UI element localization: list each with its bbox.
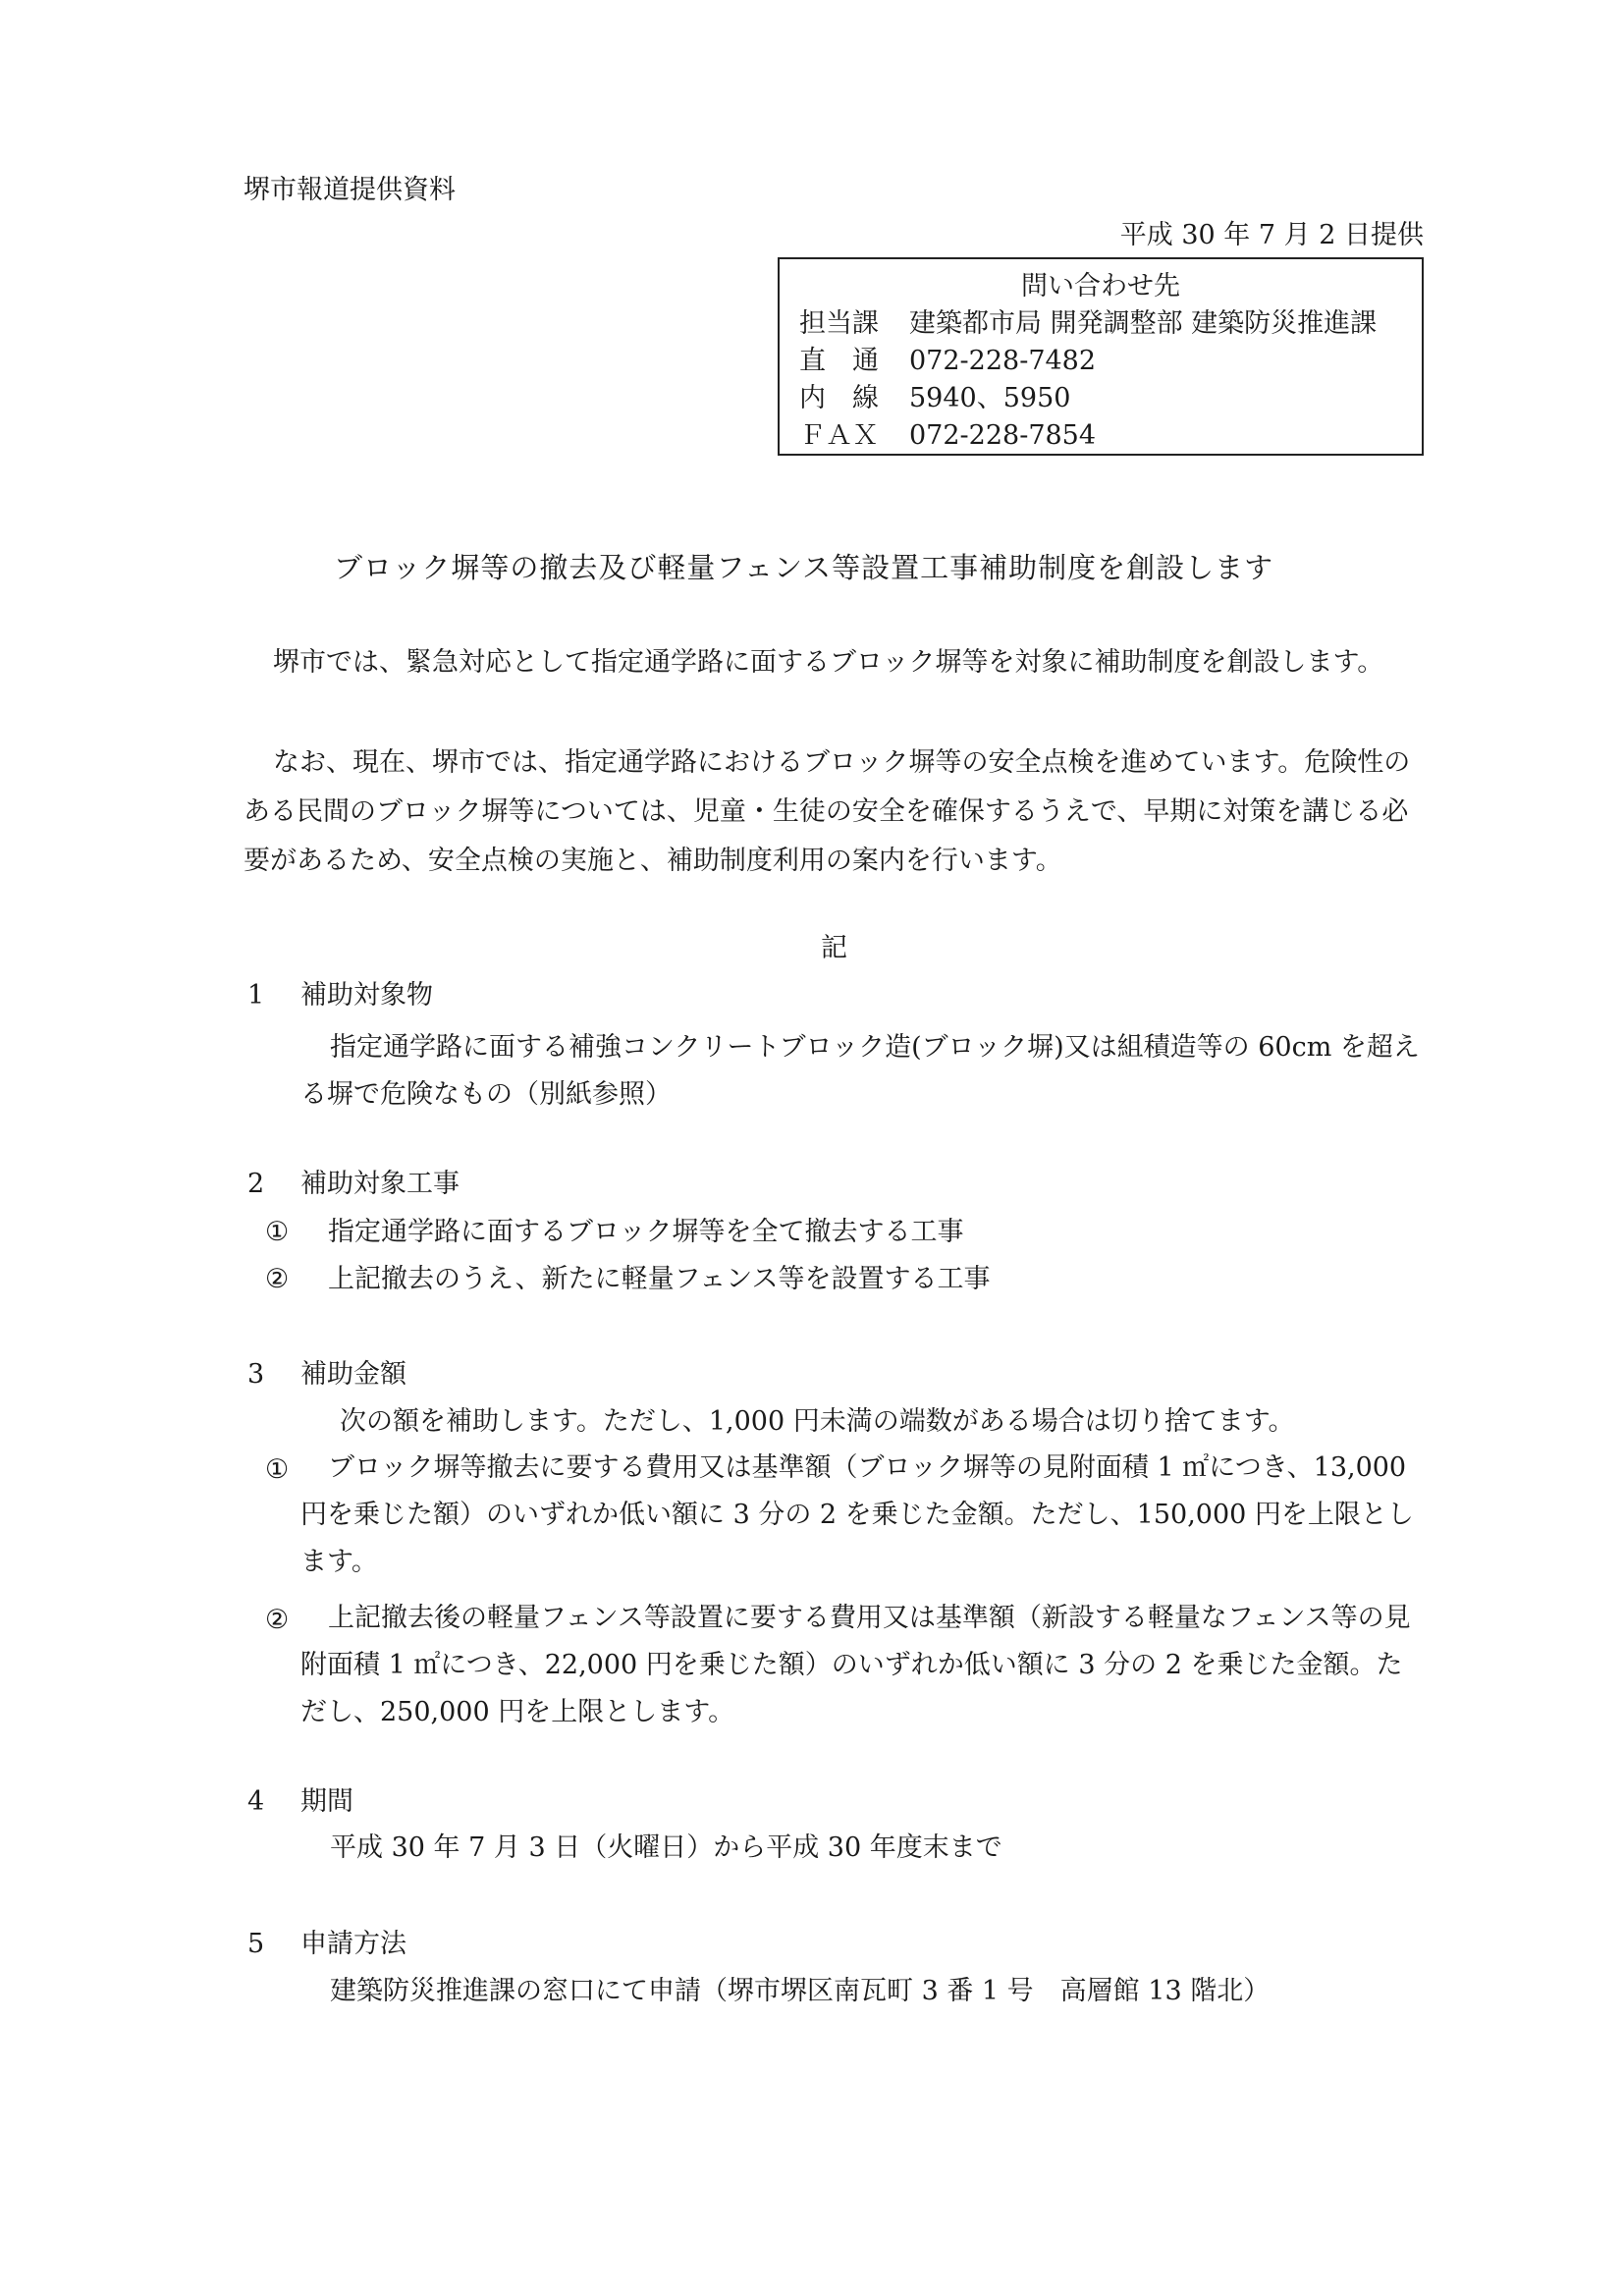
contact-key: 担当課 [799,308,879,339]
section-number: 2 [247,1169,265,1199]
section-intro: 次の額を補助します。ただし、1,000 円未満の端数がある場合は切り捨てます。 [340,1406,1295,1437]
section-heading: 補助対象物 [300,980,433,1011]
section-heading: 申請方法 [300,1929,406,1959]
contact-row-direct [799,344,1096,379]
contact-value: 072-228-7482 [909,346,1097,376]
contact-row-department [799,306,1377,342]
release-date: 平成 30 年 7 月 2 日提供 [1119,220,1424,250]
item-text: 指定通学路に面するブロック塀等を全て撤去する工事 [328,1217,964,1247]
contact-key: 内 線 [799,383,879,413]
section-heading: 補助対象工事 [300,1169,460,1199]
contact-row-extension [799,381,1070,416]
section-text: 建築防災推進課の窓口にて申請（堺市堺区南瓦町 3 番 1 号 高層館 13 階北） [330,1976,1271,2006]
document-title: ブロック塀等の撤去及び軽量フェンス等設置工事補助制度を創設します [334,551,1274,584]
item-text: 上記撤去後の軽量フェンス等設置に要する費用又は基準額（新設する軽量なフェンス等の見附面積 1 ㎡につき、22,000 円を乗じた額）のいずれか低い額に 3 分の 2 を乗じた金額。ただし、250,000 円を上限とします。 [300,1603,1411,1727]
item-mark: ① [265,1217,290,1247]
section-number: 1 [247,980,265,1011]
section-heading: 補助金額 [300,1359,406,1390]
contact-value: 5940、5950 [909,383,1071,413]
section-text: 指定通学路に面する補強コンクリートブロック造(ブロック塀)又は組積造等の 60cm を超える塀で危険なもの（別紙参照） [300,1032,1420,1110]
contact-heading: 問い合わせ先 [1021,271,1180,301]
section-heading: 期間 [300,1786,353,1817]
item-mark: ② [265,1605,290,1635]
section-text: 平成 30 年 7 月 3 日（火曜日）から平成 30 年度末まで [330,1832,1002,1863]
contact-key: 直 通 [799,346,879,376]
item-text: 上記撤去のうえ、新たに軽量フェンス等を設置する工事 [328,1264,991,1294]
intro-paragraph: なお、現在、堺市では、指定通学路におけるブロック塀等の安全点検を進めています。危険性のある民間のブロック塀等については、児童・生徒の安全を確保するうえで、早期に対策を講じる必要があるため、安全点検の実施と、補助制度利用の案内を行います。 [243,747,1411,876]
item-text: ブロック塀等撤去に要する費用又は基準額（ブロック塀等の見附面積 1 ㎡につき、13,000 円を乗じた額）のいずれか低い額に 3 分の 2 を乗じた金額。ただし、150,000 円を上限とします。 [300,1452,1414,1577]
contact-row-fax [799,418,1096,454]
intro-paragraph: 堺市では、緊急対応として指定通学路に面するブロック塀等を対象に補助制度を創設します。 [273,647,1384,678]
ki-heading: 記 [821,933,847,963]
section-number: 3 [247,1359,265,1390]
contact-value: 建築都市局 開発調整部 建築防災推進課 [909,308,1378,339]
item-mark: ② [265,1264,290,1294]
section-number: 5 [247,1929,265,1959]
section-number: 4 [247,1786,265,1817]
contact-key: ＦＡＸ [799,420,879,451]
contact-box [778,257,1424,456]
item-mark: ① [265,1454,290,1485]
contact-value: 072-228-7854 [909,420,1097,451]
press-release-label: 堺市報道提供資料 [243,175,456,205]
